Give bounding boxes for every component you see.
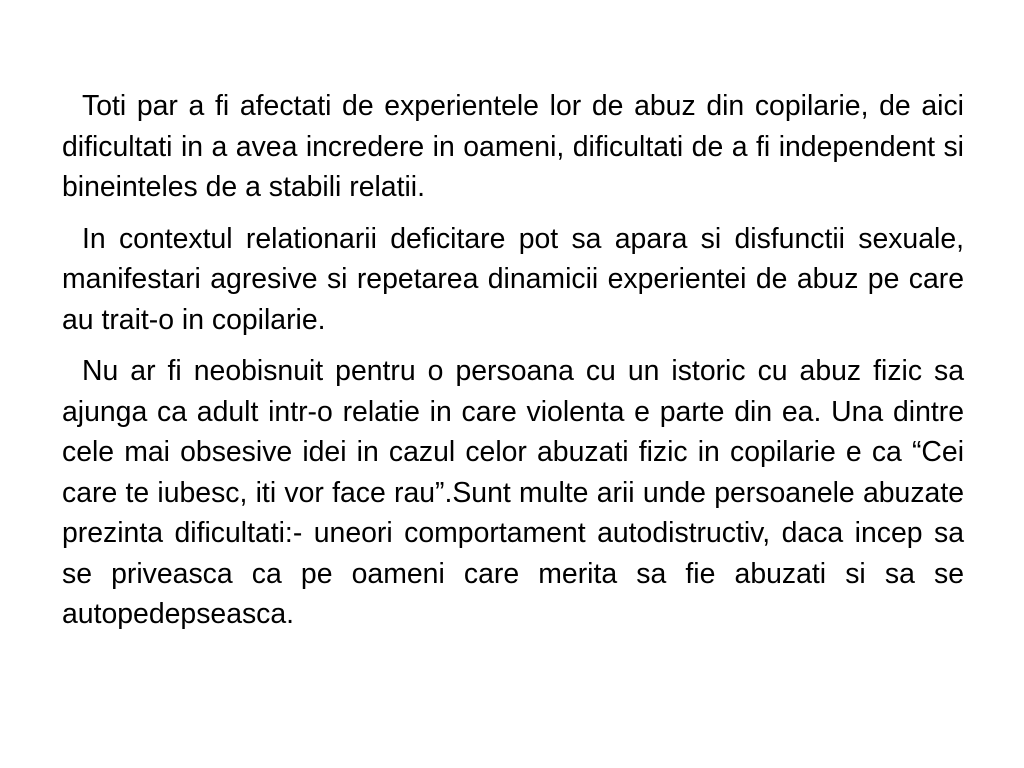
paragraph-relationship-deficits: In contextul relationarii deficitare pot sa apara si disfunctii sexuale, manifestari agresive si repetarea dinamicii experientei de abuz pe care au trait-o in copilarie. bbox=[62, 222, 964, 336]
paragraph-abuse-effects: Toti par a fi afectati de experientele lor de abuz din copilarie, de aici dificultati in a avea incredere in oameni, dificultati de a fi independent si bineinteles de a stabili relatii. bbox=[62, 90, 964, 203]
slide-text-body bbox=[62, 86, 964, 646]
paragraph-physical-abuse-history: Nu ar fi neobisnuit pentru o persoana cu un istoric cu abuz fizic sa ajunga ca adult intr-o relatie in care violenta e parte din ea. Una dintre cele mai obsesive idei in cazul celor abuzati fizic in copilarie e ca “Cei care te iubesc, iti vor face rau”.Sunt multe arii unde persoanele abuzate prezinta dificultati:- uneori comportament autodistructiv, daca incep sa se priveasca ca pe oameni care merita sa fie abuzati si sa se autopedepseasca. bbox=[62, 355, 964, 630]
